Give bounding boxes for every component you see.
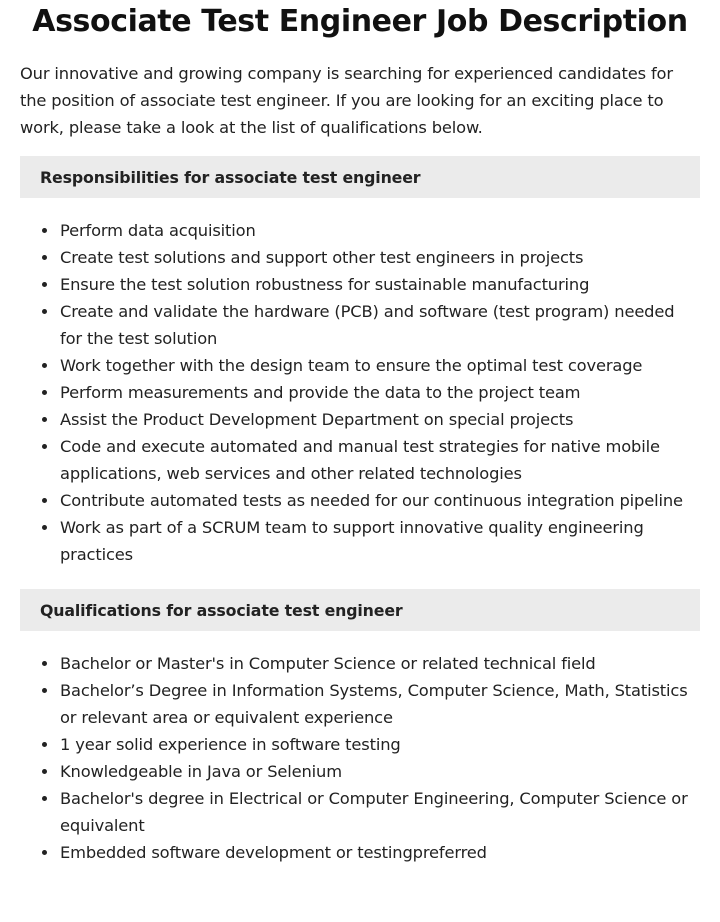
intro-paragraph: Our innovative and growing company is searching for experienced candidates for the position of associate test engineer. If you are looking for an exciting place to work, please take a look at the list of qualifications below. (20, 64, 673, 137)
list-item (40, 758, 700, 785)
list-item (40, 731, 700, 758)
responsibilities-heading: Responsibilities for associate test engineer (20, 156, 700, 198)
bullet-icon (42, 282, 47, 287)
list-item-text: Create and validate the hardware (PCB) and software (test program) needed for the test solution (60, 302, 675, 348)
list-item-text: Knowledgeable in Java or Selenium (60, 762, 342, 781)
list-item-text: Code and execute automated and manual test strategies for native mobile applications, web services and other related technologies (60, 437, 660, 483)
bullet-icon (42, 255, 47, 260)
list-item-text: Contribute automated tests as needed for our continuous integration pipeline (60, 491, 683, 510)
list-item-text: Ensure the test solution robustness for sustainable manufacturing (60, 275, 590, 294)
bullet-icon (42, 363, 47, 368)
list-item (40, 785, 700, 839)
bullet-icon (42, 309, 47, 314)
list-item-text: Bachelor's degree in Electrical or Computer Engineering, Computer Science or equivalent (60, 789, 688, 835)
list-item-text: Create test solutions and support other test engineers in projects (60, 248, 584, 267)
bullet-icon (42, 796, 47, 801)
bullet-icon (42, 688, 47, 693)
list-item (40, 433, 700, 487)
list-item-text: Assist the Product Development Department on special projects (60, 410, 574, 429)
bullet-icon (42, 850, 47, 855)
list-item-text: Bachelor’s Degree in Information Systems, Computer Science, Math, Statistics or relevant area or equivalent experience (60, 681, 688, 727)
list-item (40, 677, 700, 731)
bullet-icon (42, 769, 47, 774)
list-item (40, 271, 700, 298)
responsibilities-list (20, 217, 700, 568)
list-item (40, 406, 700, 433)
list-item-text: Work together with the design team to ensure the optimal test coverage (60, 356, 643, 375)
list-item-text: 1 year solid experience in software testing (60, 735, 401, 754)
list-item-text: Perform data acquisition (60, 221, 256, 240)
list-item (40, 244, 700, 271)
qualifications-heading: Qualifications for associate test engineer (20, 589, 700, 631)
bullet-icon (42, 444, 47, 449)
list-item-text: Work as part of a SCRUM team to support innovative quality engineering practices (60, 518, 644, 564)
list-item-text: Perform measurements and provide the data to the project team (60, 383, 581, 402)
list-item (40, 650, 700, 677)
bullet-icon (42, 417, 47, 422)
bullet-icon (42, 661, 47, 666)
list-item (40, 839, 700, 866)
list-item-text: Bachelor or Master's in Computer Science or related technical field (60, 654, 596, 673)
list-item (40, 487, 700, 514)
bullet-icon (42, 498, 47, 503)
bullet-icon (42, 390, 47, 395)
bullet-icon (42, 228, 47, 233)
list-item (40, 514, 700, 568)
list-item (40, 217, 700, 244)
qualifications-list (20, 650, 700, 866)
list-item (40, 298, 700, 352)
page-title: Associate Test Engineer Job Description (32, 4, 688, 39)
list-item-text: Embedded software development or testingpreferred (60, 843, 487, 862)
bullet-icon (42, 525, 47, 530)
list-item (40, 352, 700, 379)
bullet-icon (42, 742, 47, 747)
list-item (40, 379, 700, 406)
